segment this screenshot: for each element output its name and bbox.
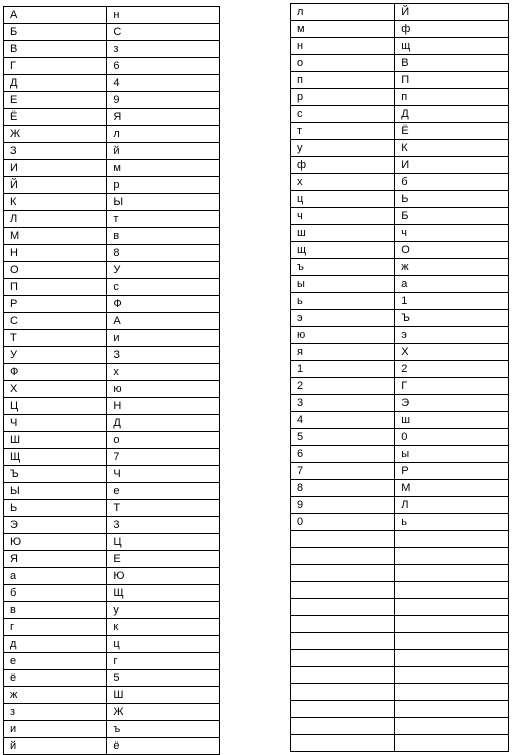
table-row <box>291 89 509 106</box>
source-char-cell: 5 <box>291 429 395 446</box>
target-char-cell <box>395 650 509 667</box>
source-char-cell <box>291 616 395 633</box>
table-row <box>291 174 509 191</box>
source-char-cell: С <box>4 313 107 330</box>
table-row <box>4 551 220 568</box>
target-char-cell: Ч <box>107 466 220 483</box>
source-char-cell: Ь <box>4 500 107 517</box>
source-char-cell <box>291 548 395 565</box>
target-char-cell: у <box>107 602 220 619</box>
table-row <box>291 21 509 38</box>
target-char-cell: л <box>107 126 220 143</box>
table-row <box>4 7 220 24</box>
source-char-cell: Ъ <box>4 466 107 483</box>
target-char-cell: Ш <box>107 687 220 704</box>
source-char-cell: З <box>4 143 107 160</box>
source-char-cell: и <box>4 721 107 738</box>
target-char-cell: з <box>107 41 220 58</box>
source-char-cell: б <box>4 585 107 602</box>
table-row <box>291 463 509 480</box>
source-char-cell <box>291 735 395 752</box>
target-char-cell: щ <box>395 38 509 55</box>
source-char-cell: Л <box>4 211 107 228</box>
source-char-cell: Ч <box>4 415 107 432</box>
source-char-cell: Д <box>4 75 107 92</box>
table-row <box>4 381 220 398</box>
target-char-cell: У <box>107 262 220 279</box>
table-row <box>291 344 509 361</box>
table-row <box>291 531 509 548</box>
table-row <box>291 310 509 327</box>
target-char-cell: с <box>107 279 220 296</box>
source-char-cell: Ф <box>4 364 107 381</box>
source-char-cell: э <box>291 310 395 327</box>
table-row <box>291 701 509 718</box>
table-row <box>291 633 509 650</box>
table-row <box>4 75 220 92</box>
target-char-cell: Х <box>395 344 509 361</box>
table-row <box>4 568 220 585</box>
target-char-cell: 7 <box>107 449 220 466</box>
target-char-cell: Н <box>107 398 220 415</box>
target-char-cell: ш <box>395 412 509 429</box>
table-row <box>291 327 509 344</box>
target-char-cell: Я <box>107 109 220 126</box>
source-char-cell <box>291 633 395 650</box>
source-char-cell: д <box>4 636 107 653</box>
table-row <box>291 735 509 752</box>
target-char-cell: 5 <box>107 670 220 687</box>
source-char-cell: 8 <box>291 480 395 497</box>
table-row <box>4 398 220 415</box>
target-char-cell: Щ <box>107 585 220 602</box>
source-char-cell: Ё <box>4 109 107 126</box>
source-char-cell <box>291 565 395 582</box>
source-char-cell: щ <box>291 242 395 259</box>
target-char-cell: 4 <box>107 75 220 92</box>
target-char-cell: г <box>107 653 220 670</box>
table-row <box>291 191 509 208</box>
source-char-cell: Ж <box>4 126 107 143</box>
table-row <box>291 616 509 633</box>
target-char-cell: б <box>395 174 509 191</box>
table-row <box>4 704 220 721</box>
source-char-cell: г <box>4 619 107 636</box>
source-char-cell: В <box>4 41 107 58</box>
table-row <box>291 599 509 616</box>
target-char-cell <box>395 582 509 599</box>
target-char-cell: ж <box>395 259 509 276</box>
target-char-cell: а <box>395 276 509 293</box>
table-row <box>291 259 509 276</box>
table-row <box>4 109 220 126</box>
source-char-cell: Й <box>4 177 107 194</box>
source-char-cell: Я <box>4 551 107 568</box>
target-char-cell: М <box>395 480 509 497</box>
target-char-cell <box>395 548 509 565</box>
target-char-cell: Й <box>395 4 509 21</box>
target-char-cell: Ъ <box>395 310 509 327</box>
target-char-cell: Р <box>395 463 509 480</box>
target-char-cell <box>395 735 509 752</box>
right-table-body <box>291 4 509 752</box>
source-char-cell: ъ <box>291 259 395 276</box>
source-char-cell: с <box>291 106 395 123</box>
target-char-cell: 2 <box>395 361 509 378</box>
source-char-cell: Н <box>4 245 107 262</box>
table-row <box>291 276 509 293</box>
target-char-cell: 9 <box>107 92 220 109</box>
table-row <box>4 347 220 364</box>
target-char-cell: ч <box>395 225 509 242</box>
table-row <box>4 211 220 228</box>
source-char-cell: Х <box>4 381 107 398</box>
table-row <box>4 738 220 755</box>
source-char-cell <box>291 582 395 599</box>
source-char-cell: ш <box>291 225 395 242</box>
source-char-cell: а <box>4 568 107 585</box>
source-char-cell: 6 <box>291 446 395 463</box>
table-row <box>4 653 220 670</box>
table-row <box>291 157 509 174</box>
table-row <box>4 262 220 279</box>
table-row <box>291 497 509 514</box>
target-char-cell: ц <box>107 636 220 653</box>
left-mapping-table <box>3 6 220 755</box>
target-char-cell: 1 <box>395 293 509 310</box>
table-row <box>291 378 509 395</box>
table-row <box>4 160 220 177</box>
table-row <box>4 41 220 58</box>
table-row <box>4 364 220 381</box>
target-char-cell: е <box>107 483 220 500</box>
source-char-cell: ч <box>291 208 395 225</box>
source-char-cell: ь <box>291 293 395 310</box>
target-char-cell <box>395 701 509 718</box>
source-char-cell: й <box>4 738 107 755</box>
source-char-cell: ж <box>4 687 107 704</box>
target-char-cell: ъ <box>107 721 220 738</box>
target-char-cell: х <box>107 364 220 381</box>
target-char-cell: Э <box>395 395 509 412</box>
table-row <box>291 480 509 497</box>
target-char-cell: м <box>107 160 220 177</box>
table-row <box>4 687 220 704</box>
source-char-cell: 0 <box>291 514 395 531</box>
left-table-body <box>4 7 220 755</box>
target-char-cell: Г <box>395 378 509 395</box>
target-char-cell: н <box>107 7 220 24</box>
table-row <box>291 429 509 446</box>
source-char-cell: р <box>291 89 395 106</box>
table-row <box>291 38 509 55</box>
target-char-cell: Ц <box>107 534 220 551</box>
table-row <box>4 636 220 653</box>
target-char-cell: ь <box>395 514 509 531</box>
target-char-cell: Ф <box>107 296 220 313</box>
target-char-cell: э <box>395 327 509 344</box>
source-char-cell: Ц <box>4 398 107 415</box>
table-row <box>4 24 220 41</box>
target-char-cell: 8 <box>107 245 220 262</box>
source-char-cell <box>291 599 395 616</box>
target-char-cell: К <box>395 140 509 157</box>
source-char-cell: ё <box>4 670 107 687</box>
source-char-cell: о <box>291 55 395 72</box>
table-row <box>4 92 220 109</box>
table-row <box>291 548 509 565</box>
target-char-cell: И <box>395 157 509 174</box>
target-char-cell: З <box>107 347 220 364</box>
target-char-cell: ф <box>395 21 509 38</box>
source-char-cell: А <box>4 7 107 24</box>
source-char-cell: ф <box>291 157 395 174</box>
source-char-cell: в <box>4 602 107 619</box>
source-char-cell: Р <box>4 296 107 313</box>
table-row <box>4 517 220 534</box>
table-row <box>291 140 509 157</box>
table-row <box>4 58 220 75</box>
table-row <box>291 446 509 463</box>
table-row <box>4 670 220 687</box>
source-char-cell: 7 <box>291 463 395 480</box>
source-char-cell: Г <box>4 58 107 75</box>
table-row <box>291 667 509 684</box>
source-char-cell: 9 <box>291 497 395 514</box>
target-char-cell: 3 <box>107 517 220 534</box>
target-char-cell: А <box>107 313 220 330</box>
target-char-cell <box>395 565 509 582</box>
table-row <box>4 313 220 330</box>
target-char-cell <box>395 531 509 548</box>
table-row <box>4 415 220 432</box>
target-char-cell <box>395 599 509 616</box>
target-char-cell: Т <box>107 500 220 517</box>
target-char-cell: Б <box>395 208 509 225</box>
source-char-cell: П <box>4 279 107 296</box>
table-row <box>4 721 220 738</box>
table-row <box>291 565 509 582</box>
source-char-cell: л <box>291 4 395 21</box>
table-row <box>291 293 509 310</box>
target-char-cell: Ё <box>395 123 509 140</box>
table-row <box>4 432 220 449</box>
target-char-cell: Е <box>107 551 220 568</box>
table-row <box>4 602 220 619</box>
target-char-cell: Л <box>395 497 509 514</box>
target-char-cell: Ы <box>107 194 220 211</box>
source-char-cell: К <box>4 194 107 211</box>
source-char-cell: Ш <box>4 432 107 449</box>
source-char-cell: н <box>291 38 395 55</box>
target-char-cell: Ь <box>395 191 509 208</box>
source-char-cell <box>291 667 395 684</box>
table-row <box>291 412 509 429</box>
source-char-cell <box>291 650 395 667</box>
source-char-cell <box>291 718 395 735</box>
source-char-cell: И <box>4 160 107 177</box>
table-row <box>291 106 509 123</box>
target-char-cell <box>395 616 509 633</box>
source-char-cell: 3 <box>291 395 395 412</box>
target-char-cell: ё <box>107 738 220 755</box>
table-row <box>4 143 220 160</box>
table-row <box>291 225 509 242</box>
table-row <box>291 55 509 72</box>
table-row <box>4 619 220 636</box>
target-char-cell: р <box>107 177 220 194</box>
target-char-cell: п <box>395 89 509 106</box>
table-row <box>291 123 509 140</box>
table-row <box>4 245 220 262</box>
table-row <box>291 72 509 89</box>
right-mapping-table <box>290 3 509 752</box>
target-char-cell: в <box>107 228 220 245</box>
source-char-cell: х <box>291 174 395 191</box>
table-row <box>291 718 509 735</box>
table-row <box>4 177 220 194</box>
source-char-cell: п <box>291 72 395 89</box>
target-char-cell: П <box>395 72 509 89</box>
table-row <box>4 330 220 347</box>
table-row <box>4 279 220 296</box>
target-char-cell: о <box>107 432 220 449</box>
source-char-cell <box>291 531 395 548</box>
target-char-cell: 0 <box>395 429 509 446</box>
source-char-cell: 4 <box>291 412 395 429</box>
source-char-cell: 1 <box>291 361 395 378</box>
source-char-cell: Ы <box>4 483 107 500</box>
table-row <box>4 500 220 517</box>
target-char-cell: ы <box>395 446 509 463</box>
source-char-cell: 2 <box>291 378 395 395</box>
target-char-cell: Д <box>395 106 509 123</box>
table-row <box>291 684 509 701</box>
source-char-cell: ю <box>291 327 395 344</box>
table-row <box>4 466 220 483</box>
table-row <box>291 208 509 225</box>
table-row <box>291 650 509 667</box>
target-char-cell: 6 <box>107 58 220 75</box>
source-char-cell: О <box>4 262 107 279</box>
source-char-cell: ц <box>291 191 395 208</box>
table-row <box>4 585 220 602</box>
target-char-cell: т <box>107 211 220 228</box>
source-char-cell: Ю <box>4 534 107 551</box>
source-char-cell: Е <box>4 92 107 109</box>
table-row <box>4 194 220 211</box>
source-char-cell: Э <box>4 517 107 534</box>
target-char-cell <box>395 718 509 735</box>
table-row <box>4 449 220 466</box>
table-row <box>4 228 220 245</box>
table-row <box>291 582 509 599</box>
source-char-cell: м <box>291 21 395 38</box>
target-char-cell: и <box>107 330 220 347</box>
source-char-cell: ы <box>291 276 395 293</box>
table-row <box>291 4 509 21</box>
source-char-cell: е <box>4 653 107 670</box>
target-char-cell: й <box>107 143 220 160</box>
source-char-cell <box>291 701 395 718</box>
source-char-cell: Т <box>4 330 107 347</box>
table-row <box>4 296 220 313</box>
source-char-cell: я <box>291 344 395 361</box>
target-char-cell: к <box>107 619 220 636</box>
table-row <box>291 361 509 378</box>
target-char-cell: Ж <box>107 704 220 721</box>
source-char-cell: Б <box>4 24 107 41</box>
target-char-cell: В <box>395 55 509 72</box>
table-row <box>291 242 509 259</box>
table-row <box>291 395 509 412</box>
table-row <box>291 514 509 531</box>
source-char-cell: Щ <box>4 449 107 466</box>
source-char-cell: з <box>4 704 107 721</box>
target-char-cell <box>395 633 509 650</box>
target-char-cell: ю <box>107 381 220 398</box>
source-char-cell: у <box>291 140 395 157</box>
source-char-cell <box>291 684 395 701</box>
source-char-cell: т <box>291 123 395 140</box>
target-char-cell: Д <box>107 415 220 432</box>
target-char-cell: С <box>107 24 220 41</box>
table-row <box>4 126 220 143</box>
target-char-cell: Ю <box>107 568 220 585</box>
target-char-cell <box>395 667 509 684</box>
source-char-cell: М <box>4 228 107 245</box>
table-row <box>4 534 220 551</box>
target-char-cell <box>395 684 509 701</box>
table-row <box>4 483 220 500</box>
source-char-cell: У <box>4 347 107 364</box>
target-char-cell: О <box>395 242 509 259</box>
